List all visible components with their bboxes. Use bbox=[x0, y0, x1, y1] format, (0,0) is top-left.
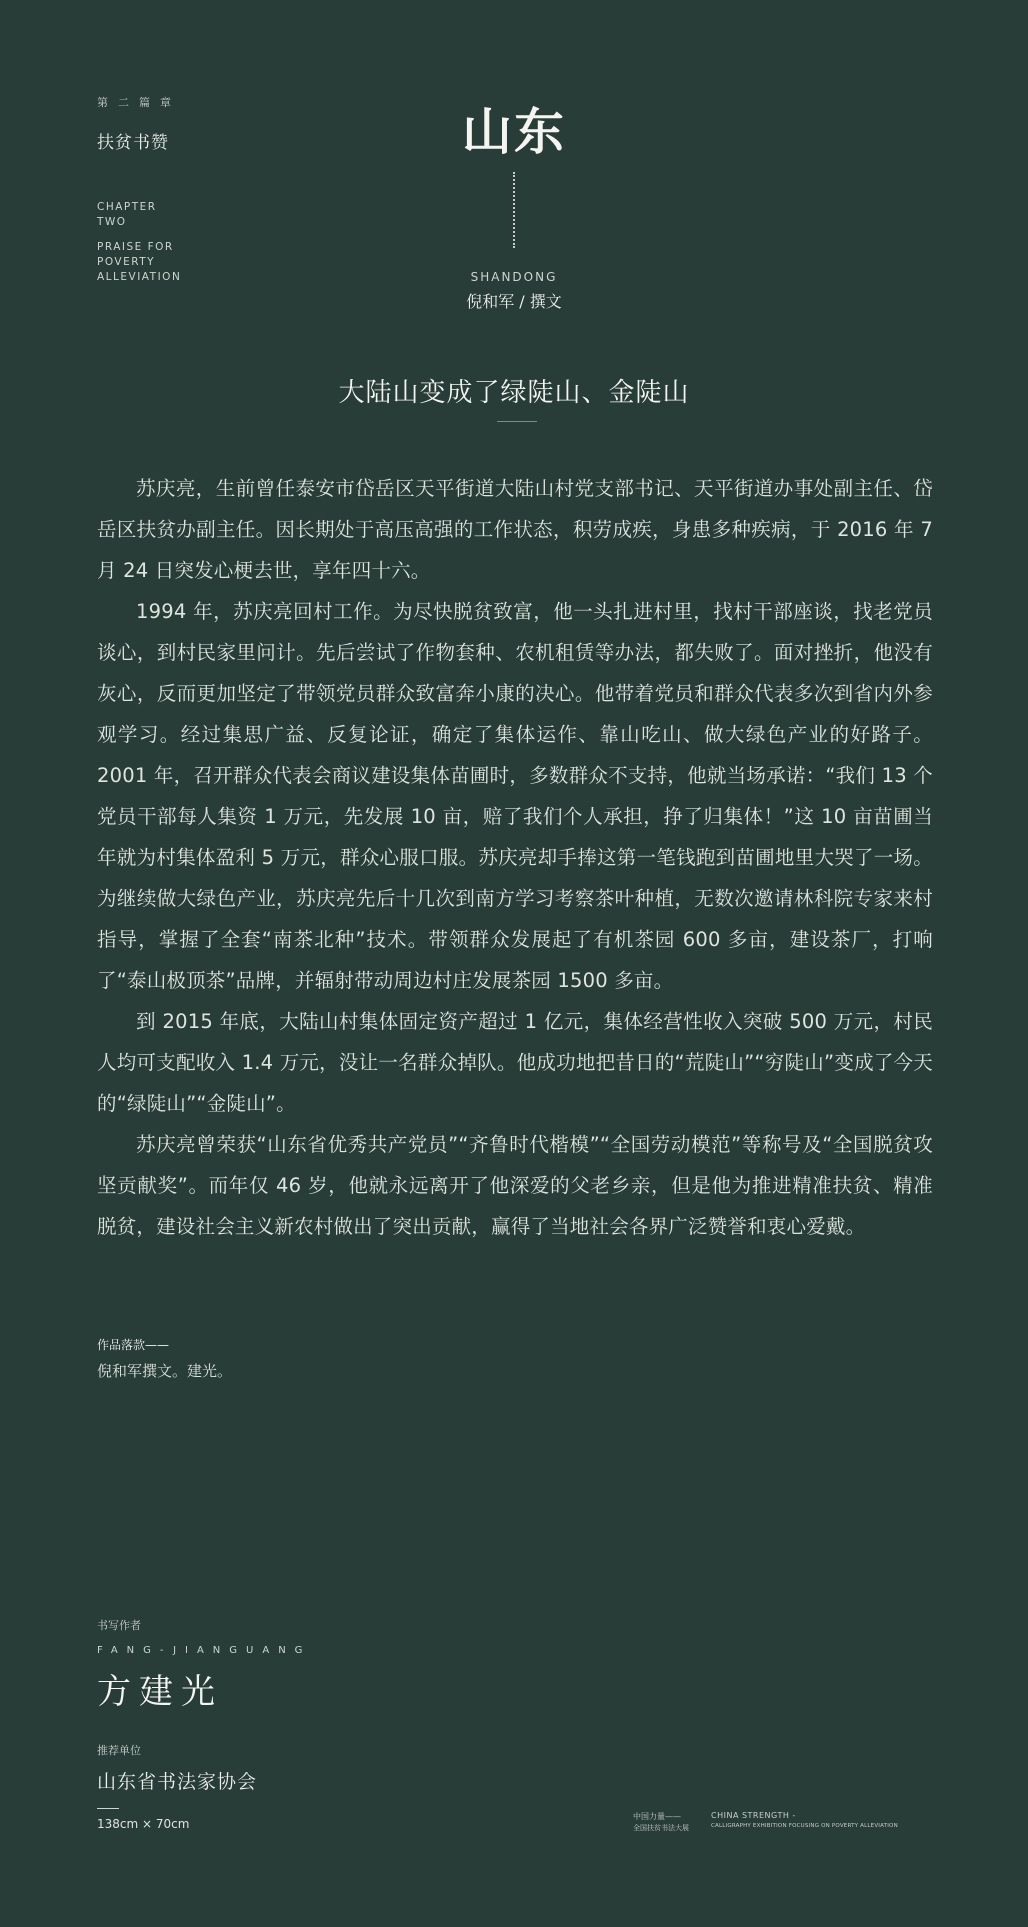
article-title: 大陆山变成了绿陡山、金陡山 bbox=[338, 378, 690, 408]
dotted-divider bbox=[513, 172, 515, 248]
exhibition-mark-cn-line1: 中国力量—— bbox=[633, 1812, 681, 1821]
article-paragraph: 苏庆亮曾荣获“山东省优秀共产党员”“齐鲁时代楷模”“全国劳动模范”等称号及“全国脱贫攻坚贡献奖”。而年仅 46 岁，他就永远离开了他深爱的父老乡亲，但是他为推进精准扶贫、精准脱贫，建设社会主义新农村做出了突出贡献，赢得了当地社会各界广泛赞誉和衷心爱戴。 bbox=[97, 1133, 933, 1238]
chapter-subtitle-en: PRAISE FOR POVERTY ALLEVIATION bbox=[97, 241, 182, 283]
article-paragraph: 苏庆亮，生前曾任泰安市岱岳区天平街道大陆山村党支部书记、天平街道办事处副主任、岱岳区扶贫办副主任。因长期处于高压高强的工作状态，积劳成疾，身患多种疾病，于 2016 年 7 月 24 日突发心梗去世，享年四十六。 bbox=[97, 477, 933, 582]
size-rule bbox=[97, 1808, 119, 1809]
article-body bbox=[97, 468, 933, 1247]
writer-label: 书写作者 bbox=[97, 1619, 141, 1632]
region-title: 山东 bbox=[462, 102, 566, 161]
chapter-label-en: CHAPTER TWO bbox=[97, 201, 157, 228]
exhibition-mark-en-line2: CALLIGRAPHY EXHIBITION FOCUSING ON POVERTY ALLEVIATION bbox=[711, 1823, 898, 1829]
artwork-size: 138cm × 70cm bbox=[97, 1817, 190, 1831]
chapter-subtitle-cn: 扶贫书赞 bbox=[97, 133, 169, 153]
author-credit: 倪和军 / 撰文 bbox=[466, 292, 562, 311]
chapter-label-cn: 第二篇章 bbox=[97, 96, 181, 109]
article-paragraph: 1994 年，苏庆亮回村工作。为尽快脱贫致富，他一头扎进村里，找村干部座谈，找老党员谈心，到村民家里问计。先后尝试了作物套种、农机租赁等办法，都失败了。面对挫折，他没有灰心，反而更加坚定了带领党员群众致富奔小康的决心。他带着党员和群众代表多次到省内外参观学习。经过集思广益、反复论证，确定了集体运作、靠山吃山、做大绿色产业的好路子。2001 年，召开群众代表会商议建设集体苗圃时，多数群众不支持，他就当场承诺：“我们 13 个党员干部每人集资 1 万元，先发展 10 亩，赔了我们个人承担，挣了归集体！”这 10 亩苗圃当年就为村集体盈利 5 万元，群众心服口服。苏庆亮却手捧这第一笔钱跑到苗圃地里大哭了一场。为继续做大绿色产业，苏庆亮先后十几次到南方学习考察茶叶种植，无数次邀请林科院专家来村指导，掌握了全套“南茶北种”技术。带领群众发展起了有机茶园 600 多亩，建设茶厂，打响了“泰山极顶茶”品牌，并辐射带动周边村庄发展茶园 1500 多亩。 bbox=[97, 600, 933, 992]
inscription-label: 作品落款—— bbox=[97, 1338, 170, 1352]
article-paragraph: 到 2015 年底，大陆山村集体固定资产超过 1 亿元，集体经营性收入突破 500 万元，村民人均可支配收入 1.4 万元，没让一名群众掉队。他成功地把昔日的“荒陡山”“穷陡山”变成了今天的“绿陡山”“金陡山”。 bbox=[97, 1010, 933, 1115]
org-name: 山东省书法家协会 bbox=[97, 1771, 258, 1793]
exhibition-mark-en-line1: CHINA STRENGTH - bbox=[711, 1811, 796, 1820]
writer-name-en: FANG-JIANGUANG bbox=[97, 1645, 312, 1656]
writer-name: 方建光 bbox=[97, 1672, 223, 1712]
title-rule bbox=[497, 421, 537, 422]
region-subtitle-en: SHANDONG bbox=[470, 270, 558, 284]
org-label: 推荐单位 bbox=[97, 1744, 141, 1757]
inscription-text: 倪和军撰文。建光。 bbox=[97, 1362, 233, 1380]
exhibition-mark-cn-line2: 全国扶贫书法大展 bbox=[633, 1824, 689, 1832]
